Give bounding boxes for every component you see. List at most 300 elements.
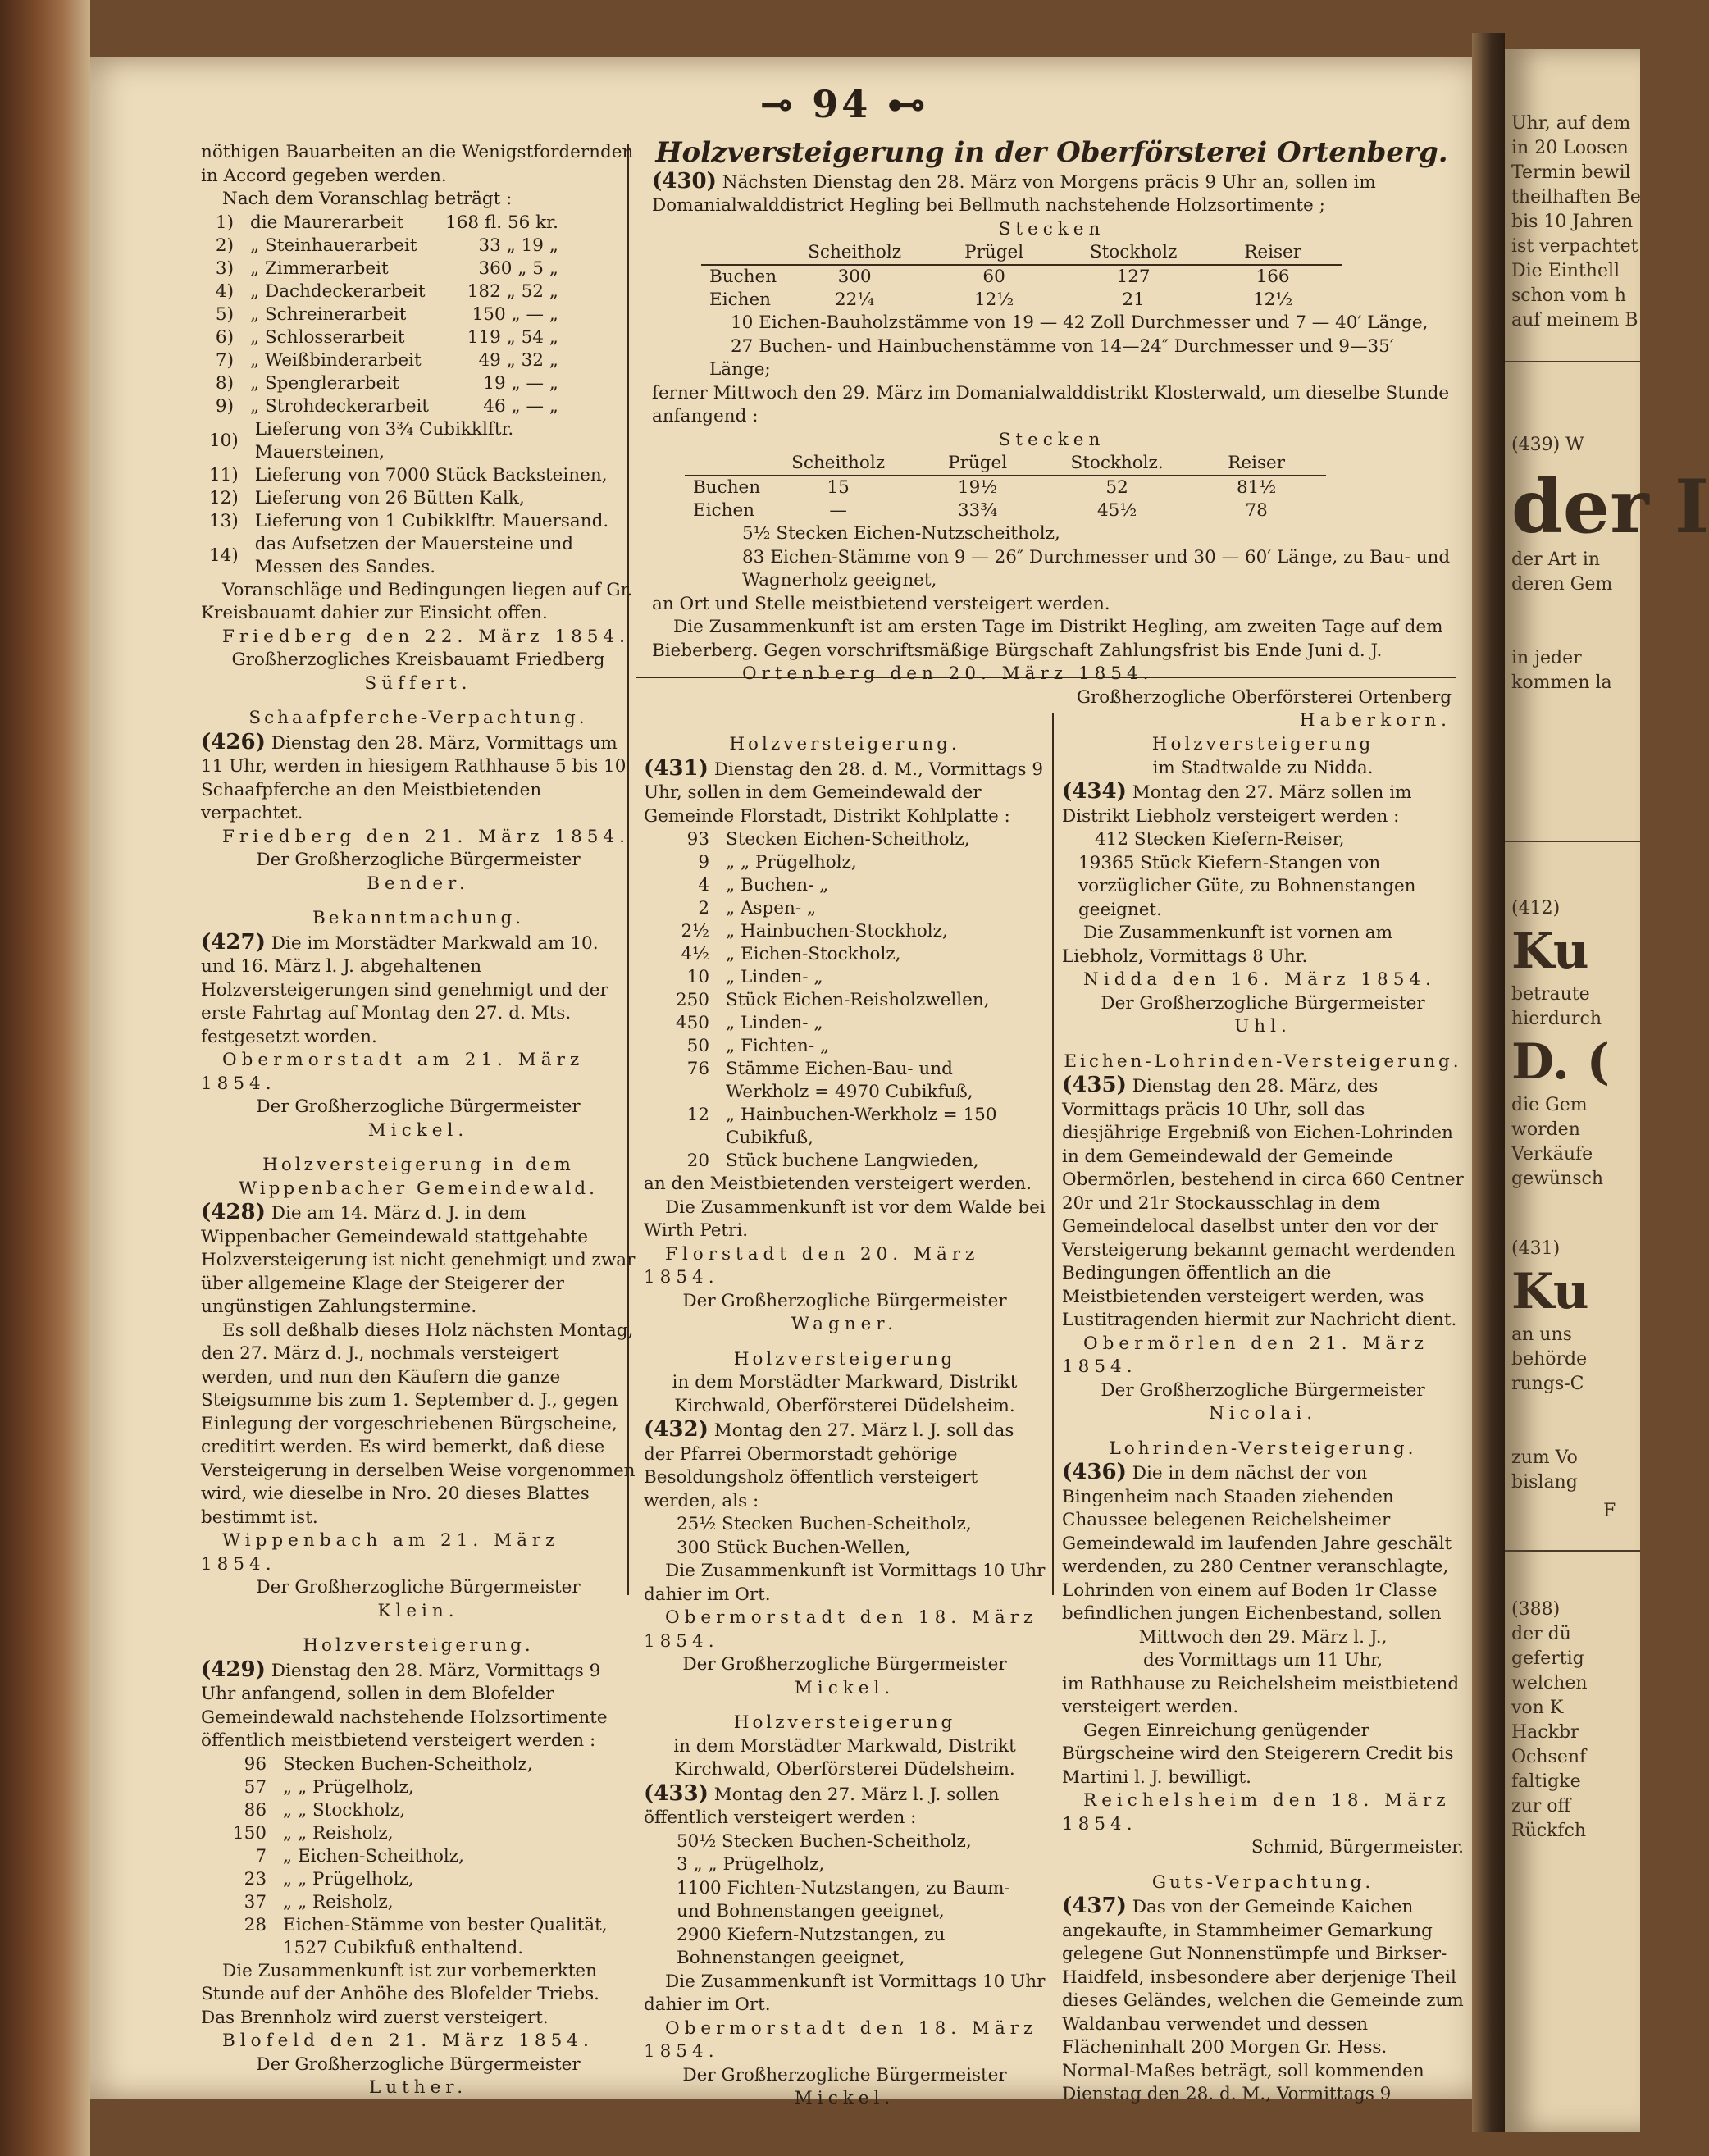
- item-quantity: 57: [244, 1776, 267, 1798]
- table-row: [701, 265, 1342, 289]
- notice-text: Montag den 27. März l. J. sollen öffentlich versteigert werden :: [644, 1784, 1000, 1828]
- list-item: [201, 1799, 636, 1822]
- authority: Der Großherzogliche Bürgermeister: [682, 2064, 1007, 2085]
- list-item: 412 Stecken Kiefern-Reiser,: [1095, 829, 1345, 850]
- item-description: „ Fichten- „: [726, 1036, 830, 1056]
- table-caption: Stecken: [998, 218, 1105, 239]
- cost-row: [201, 280, 567, 303]
- item-description: „ „ Reisholz,: [283, 1822, 394, 1844]
- supply-number: 13): [209, 510, 239, 531]
- fragment: auf meinem B: [1511, 310, 1638, 330]
- supply-row: [201, 487, 636, 510]
- signature: Bender.: [367, 873, 470, 894]
- list-item: [644, 851, 1046, 874]
- item-description: Stück Eichen-Reisholzwellen,: [726, 990, 990, 1010]
- fragment: behörde: [1511, 1349, 1588, 1370]
- table-cell: 78: [1245, 500, 1268, 521]
- notice-heading: Holzversteigerung in dem Wippenbacher Gemeindewald.: [239, 1155, 598, 1199]
- notice-text: Die Zusammenkunft ist zur vorbemerkten Stunde auf der Anhöhe des Blofelder Triebs. Das Brennholz wird zuerst versteigert.: [201, 1960, 599, 2028]
- cost-amount: 182 „ 52 „: [467, 280, 558, 302]
- cost-amount: 168 fl. 56 kr.: [445, 212, 558, 233]
- fragment: der dü: [1511, 1624, 1571, 1644]
- item-description: „ „ Stockholz,: [283, 1799, 406, 1821]
- list-item: 1100 Fichten-Nutzstangen, zu Baum- und Bohnenstangen geeignet,: [677, 1877, 1010, 1921]
- fragment: bislang: [1511, 1472, 1578, 1493]
- notice-text: Die Zusammenkunft ist Vormittags 10 Uhr dahier im Ort.: [644, 1561, 1046, 1605]
- notice-subheading: in dem Morstädter Markwald, Distrikt Kirchwald, Oberförsterei Düdelsheim.: [673, 1735, 1016, 1780]
- item-quantity: 150: [232, 1822, 267, 1844]
- supply-label: das Aufsetzen der Mauersteine und Messen des Sandes.: [254, 533, 574, 577]
- notice-text: Die Zusammenkunft ist vor dem Walde bei Wirth Petri.: [644, 1197, 1046, 1241]
- item-quantity: 50: [686, 1036, 709, 1056]
- fragment: theilhaften Be: [1511, 187, 1641, 207]
- wood-list: [201, 1753, 636, 1960]
- wood-table-hegling: [701, 241, 1342, 312]
- table-cell: 45½: [1097, 500, 1137, 521]
- item-description: „ Aspen- „: [726, 898, 817, 918]
- item-quantity: 12: [686, 1105, 709, 1125]
- item-description: „ Hainbuchen-Werkholz = 150 Cubikfuß,: [726, 1105, 997, 1148]
- cost-row: [201, 372, 567, 395]
- list-item: [644, 1012, 1046, 1035]
- cost-label: die Maurerarbeit: [250, 212, 404, 233]
- notice-number: (433): [644, 1780, 709, 1806]
- column-right: [1062, 722, 1464, 2107]
- table-header: [685, 452, 768, 476]
- book-gutter: [1472, 33, 1505, 2132]
- adjacent-page-fragment: [1505, 49, 1709, 2132]
- fragment: Hackbr: [1511, 1722, 1579, 1743]
- table-cell: 22¼: [835, 289, 875, 310]
- notice-number: (435): [1062, 1073, 1127, 1097]
- item-quantity: 9: [698, 852, 709, 873]
- authority: Großherzogliche Oberförsterei Ortenberg: [1076, 686, 1452, 708]
- item-description: „ Eichen-Scheitholz,: [283, 1845, 464, 1867]
- list-item: [644, 874, 1046, 897]
- cost-number: 4): [215, 280, 234, 302]
- list-item: [644, 920, 1046, 943]
- notice-number: (436): [1062, 1460, 1127, 1484]
- item-description: „ „ Prügelholz,: [283, 1868, 414, 1889]
- notice-heading: Lohrinden-Versteigerung.: [1109, 1438, 1417, 1459]
- supply-row: [201, 418, 636, 464]
- cost-list: [201, 212, 567, 418]
- notice-subheading: im Stadtwalde zu Nidda.: [1152, 757, 1374, 778]
- fragment: gefertig: [1511, 1648, 1584, 1669]
- cost-number: 5): [215, 303, 234, 325]
- fragment: die Gem: [1511, 1095, 1588, 1115]
- cost-amount: 19 „ — „: [483, 372, 558, 394]
- notice-heading: Holzversteigerung.: [303, 1635, 534, 1656]
- list-item: [201, 1891, 636, 1914]
- authority: Der Großherzogliche Bürgermeister: [682, 1290, 1007, 1311]
- notice-text: Dienstag den 28. März, Vormittags um 11 Uhr, werden in hiesigem Rathhause 5 bis 10 Schaafpferche an den Meistbietenden verpachtet.: [201, 732, 627, 823]
- table-cell: 166: [1256, 267, 1290, 287]
- item-description: „ „ Prügelholz,: [283, 1776, 414, 1798]
- notice-text: Dienstag den 28. März, des Vormittags präcis 10 Uhr, soll das diesjährige Ergebniß von Eichen-Lohrinden in dem Gemeindewald der Gemeinde Obermörlen, bestehend in circa 660 Centner 20r und 21r Stockausschlag in dem Gemeindelocal daselbst unter den vor der Versteigerung bekannt gemacht werdenden Bedingungen öffentlich an die Meistbietenden versteigert werden, was Lustitragenden hiermit zur Nachricht dient.: [1062, 1076, 1464, 1330]
- authority: Der Großherzogliche Bürgermeister: [256, 1096, 581, 1117]
- list-item: [644, 943, 1046, 966]
- item-description: „ „ Prügelholz,: [726, 852, 857, 873]
- table-header: Scheitholz: [768, 452, 908, 476]
- cost-number: 8): [215, 372, 234, 394]
- notice-time: des Vormittags um 11 Uhr,: [1142, 1650, 1383, 1671]
- item-description: „ Hainbuchen-Stockholz,: [726, 921, 948, 941]
- fragment: (439) W: [1511, 435, 1584, 455]
- item-description: Stecken Eichen-Scheitholz,: [726, 829, 970, 850]
- notice-text: 83 Eichen-Stämme von 9 — 26″ Durchmesser und 30 — 60′ Länge, zu Bau- und Wagnerholz geeignet,: [742, 546, 1451, 590]
- item-quantity: 250: [675, 990, 709, 1010]
- cost-label: „ Zimmerarbeit: [250, 258, 389, 279]
- list-item: [644, 828, 1046, 851]
- supply-row: [201, 510, 636, 533]
- place-date: Obermorstadt am 21. März 1854.: [201, 1050, 585, 1094]
- authority: Der Großherzogliche Bürgermeister: [682, 1654, 1007, 1675]
- notice-heading: Eichen-Lohrinden-Versteigerung.: [1064, 1051, 1462, 1072]
- notice-heading: Holzversteigerung: [733, 1712, 956, 1733]
- fragment: F: [1603, 1501, 1616, 1521]
- item-quantity: 28: [244, 1914, 267, 1935]
- fragment: von K: [1511, 1698, 1564, 1718]
- cost-row: [201, 349, 567, 372]
- notice-subheading: in dem Morstädter Markward, Distrikt Kirchwald, Oberförsterei Düdelsheim.: [672, 1372, 1018, 1416]
- row-label: Buchen: [693, 477, 761, 498]
- supply-number: 12): [209, 487, 239, 508]
- table-cell: 12½: [974, 289, 1014, 310]
- notice-heading: Schaafpferche-Verpachtung.: [248, 708, 588, 728]
- fragment: (388): [1511, 1599, 1561, 1620]
- notice-text: Es soll deßhalb dieses Holz nächsten Montag, den 27. März d. J., nochmals versteigert werden, und nun den Käufern die ganze Steigsumme bis zum 1. September d. J., gegen Einlegung der vorgeschriebenen Bürgscheine, creditirt werden. Es wird bemerkt, daß diese Versteigerung in derselben Weise vorgenommen wird, wie dieselbe in Nro. 20 dieses Blattes bestimmt ist.: [201, 1320, 636, 1528]
- item-description: Eichen-Stämme von bester Qualität, 1527 Cubikfuß enthaltend.: [283, 1914, 608, 1958]
- list-item: 3 „ „ Prügelholz,: [677, 1854, 825, 1875]
- notice-number: (431): [644, 755, 709, 781]
- notice-number: (429): [201, 1657, 266, 1682]
- item-description: „ Linden- „: [726, 967, 823, 987]
- item-quantity: 37: [244, 1891, 267, 1912]
- authority: Der Großherzogliche Bürgermeister: [1101, 992, 1425, 1014]
- cost-amount: 360 „ 5 „: [478, 258, 558, 279]
- table-header: Prügel: [908, 452, 1047, 476]
- cost-label: „ Schreinerarbeit: [250, 303, 407, 325]
- table-row: [685, 499, 1326, 522]
- cost-row: [201, 395, 567, 418]
- authority: Großherzogliches Kreisbauamt Friedberg: [231, 650, 605, 670]
- row-label: Buchen: [709, 267, 777, 287]
- table-header: Scheitholz: [785, 241, 924, 265]
- list-item: [644, 897, 1046, 920]
- cost-amount: 119 „ 54 „: [467, 326, 558, 348]
- fragment: (431): [1511, 1238, 1561, 1259]
- table-row: [685, 476, 1326, 499]
- notice-text: an den Meistbietenden versteigert werden.: [644, 1174, 1032, 1194]
- notice-text: Nächsten Dienstag den 28. März von Morgens präcis 9 Uhr an, sollen im Domanialwalddistrict Hegling bei Bellmuth nachstehende Holzsortimente ;: [652, 171, 1376, 216]
- notice-text: Die Zusammenkunft ist vornen am Liebholz, Vormittags 8 Uhr.: [1062, 923, 1393, 967]
- notice-text: Montag den 27. März sollen im Distrikt Liebholz versteigert werden :: [1062, 782, 1412, 827]
- column-left: [201, 141, 636, 2100]
- row-label: Eichen: [709, 289, 772, 310]
- table-cell: 300: [837, 267, 872, 287]
- fragment: Uhr, auf dem: [1511, 113, 1631, 134]
- fragment: schon vom h: [1511, 285, 1626, 306]
- notice-text: Die Zusammenkunft ist Vormittags 10 Uhr dahier im Ort.: [644, 1971, 1046, 2015]
- fragment: Ku: [1511, 1263, 1589, 1320]
- notice-number: (427): [201, 929, 266, 955]
- cost-number: 3): [215, 258, 234, 279]
- cost-amount: 33 „ 19 „: [478, 235, 558, 256]
- signature: Haberkorn.: [1299, 710, 1452, 731]
- table-caption: Stecken: [998, 429, 1105, 450]
- notice-heading: Holzversteigerung: [733, 1348, 956, 1370]
- notice-number: (434): [1062, 779, 1127, 804]
- authority: Der Großherzogliche Bürgermeister: [256, 850, 581, 870]
- notice-date: Mittwoch den 29. März l. J.,: [1138, 1626, 1388, 1648]
- fragment: gewünsch: [1511, 1169, 1604, 1189]
- list-item: 25½ Stecken Buchen-Scheitholz,: [677, 1514, 972, 1534]
- signature: Süffert.: [364, 672, 472, 694]
- notice-text: Die in dem nächst der von Bingenheim nach Staaden ziehenden Chaussee belegenen Reichelsheimer Gemeindewald im laufenden Jahre geschält werdenden, zu 280 Centner veranschlagte, Lohrinden von einem auf Boden 1r Classe befindlichen jungen Eichenbestand, sollen: [1062, 1463, 1452, 1624]
- item-description: „ „ Reisholz,: [283, 1891, 394, 1912]
- signature: Luther.: [368, 2077, 468, 2098]
- supply-label: Lieferung von 1 Cubikklftr. Mauersand.: [254, 510, 609, 531]
- cost-label: „ Spenglerarbeit: [250, 372, 399, 394]
- cost-number: 9): [215, 395, 234, 417]
- cost-amount: 46 „ — „: [483, 395, 558, 417]
- fragment: D. (: [1511, 1033, 1611, 1091]
- cost-row: [201, 235, 567, 258]
- table-header: [701, 241, 785, 265]
- notice-text: Nach dem Voranschlag beträgt :: [222, 189, 513, 209]
- cost-label: „ Weißbinderarbeit: [250, 349, 422, 371]
- notice-text: Dienstag den 28. d. M., Vormittags 9 Uhr, sollen in dem Gemeindewald der Gemeinde Florstadt, Distrikt Kohlplatte :: [644, 759, 1044, 827]
- page-number: ⊸ 94 ⊷: [760, 82, 929, 126]
- table-header: Reiser: [1203, 241, 1342, 265]
- cost-label: „ Dachdeckerarbeit: [250, 280, 426, 302]
- fragment: worden: [1511, 1119, 1580, 1140]
- signature: Uhl.: [1234, 1016, 1292, 1037]
- item-quantity: 76: [686, 1059, 709, 1079]
- fragment: Ochsenf: [1511, 1747, 1587, 1767]
- fragment: Verkäufe: [1511, 1144, 1593, 1165]
- supply-label: Lieferung von 7000 Stück Backsteinen,: [254, 464, 608, 485]
- table-header: Stockholz.: [1047, 452, 1187, 476]
- item-quantity: 23: [244, 1868, 267, 1889]
- notice-heading: Holzversteigerung in der Oberförsterei Ortenberg.: [655, 136, 1448, 169]
- supply-number: 10): [209, 430, 239, 451]
- item-quantity: 2: [698, 898, 709, 918]
- notice-number: (437): [1062, 1894, 1127, 1918]
- table-cell: 127: [1116, 267, 1151, 287]
- ornament-left-icon: ⊸: [760, 82, 813, 126]
- notice-number: (432): [644, 1417, 709, 1442]
- notice-text: ferner Mittwoch den 29. März im Domanialwalddistrikt Klosterwald, um dieselbe Stunde anfangend :: [652, 382, 1450, 426]
- authority: Der Großherzogliche Bürgermeister: [1101, 1379, 1425, 1401]
- table-header: Reiser: [1187, 452, 1326, 476]
- fragment: bis 10 Jahren: [1511, 212, 1634, 232]
- fragment: in jeder: [1511, 648, 1582, 668]
- supply-number: 14): [209, 545, 239, 566]
- signature: Mickel.: [367, 1119, 469, 1141]
- cost-label: „ Strohdeckerarbeit: [250, 395, 430, 417]
- place-date: Reichelsheim den 18. März 1854.: [1062, 1790, 1451, 1835]
- signature: Nicolai.: [1208, 1403, 1318, 1424]
- column-rule: [1052, 713, 1054, 1595]
- notice-text: an Ort und Stelle meistbietend versteigert werden.: [652, 593, 1110, 614]
- cost-row: [201, 258, 567, 280]
- notice-heading: Bekanntmachung.: [312, 908, 525, 928]
- fragment: faltigke: [1511, 1771, 1581, 1792]
- column-top-wide: [652, 136, 1452, 733]
- item-quantity: 4: [698, 875, 709, 896]
- item-description: „ Eichen-Stockholz,: [726, 944, 901, 964]
- table-cell: 21: [1122, 289, 1145, 310]
- notice-text: nöthigen Bauarbeiten an die Wenigstfordernden in Accord gegeben werden.: [201, 142, 634, 186]
- cost-amount: 49 „ 32 „: [478, 349, 558, 371]
- list-item: 300 Stück Buchen-Wellen,: [677, 1537, 911, 1558]
- cost-number: 1): [215, 212, 234, 233]
- place-date: Nidda den 16. März 1854.: [1083, 969, 1436, 990]
- fragment: zum Vo: [1511, 1447, 1578, 1468]
- list-item: 2900 Kiefern-Nutzstangen, zu Bohnenstangen geeignet,: [677, 1924, 946, 1968]
- fragment: Termin bewil: [1511, 162, 1631, 183]
- notice-number: (428): [201, 1200, 266, 1224]
- fragment: rungs-C: [1511, 1374, 1584, 1394]
- fragment: betraute: [1511, 984, 1590, 1005]
- signature: Schmid, Bürgermeister.: [1251, 1837, 1464, 1857]
- table-header: Stockholz: [1064, 241, 1203, 265]
- supply-row: [201, 533, 636, 579]
- fragment: zur off: [1511, 1796, 1571, 1816]
- cost-row: [201, 212, 567, 235]
- table-cell: 52: [1105, 477, 1128, 498]
- wood-table-klosterwald: [685, 452, 1326, 522]
- fragment: deren Gem: [1511, 574, 1613, 595]
- notice-text: Die Zusammenkunft ist am ersten Tage im Distrikt Hegling, am zweiten Tage auf dem Bieberberg. Gegen vorschriftsmäßige Bürgschaft Zahlungsfrist bis Ende Juni d. J.: [652, 617, 1443, 661]
- item-quantity: 2½: [681, 921, 709, 941]
- authority: Der Großherzogliche Bürgermeister: [256, 2053, 581, 2075]
- signature: Wagner.: [791, 1314, 899, 1334]
- table-cell: —: [829, 500, 847, 521]
- list-item: [644, 966, 1046, 989]
- list-item: [201, 1914, 636, 1960]
- notice-heading: Holzversteigerung.: [729, 734, 960, 754]
- wood-list: [644, 828, 1046, 1173]
- fragment: welchen: [1511, 1673, 1588, 1693]
- place-date: Blofeld den 21. März 1854.: [222, 2031, 594, 2051]
- cost-number: 7): [215, 349, 234, 371]
- notice-text: 27 Buchen- und Hainbuchenstämme von 14—24″ Durchmesser und 9—35′ Länge;: [709, 335, 1394, 380]
- notice-number: (426): [201, 729, 266, 754]
- notice-text: Die am 14. März d. J. in dem Wippenbacher Gemeindewald stattgehabte Holzversteigerung ist nicht genehmigt und zwar über allgemeine Klage der Steigerer der ungünstigen Zahlungstermine.: [201, 1203, 636, 1317]
- place-date: Friedberg den 22. März 1854.: [222, 626, 630, 647]
- notice-number: (430): [652, 168, 717, 194]
- list-item: [201, 1776, 636, 1799]
- place-date: Friedberg den 21. März 1854.: [222, 826, 630, 847]
- list-item: [201, 1753, 636, 1776]
- cost-row: [201, 326, 567, 349]
- cost-amount: 150 „ — „: [472, 303, 558, 325]
- place-date: Ortenberg den 20. März 1854.: [742, 663, 1154, 684]
- list-item: [201, 1822, 636, 1845]
- table-cell: 15: [827, 477, 850, 498]
- place-date: Wippenbach am 21. März 1854.: [201, 1530, 560, 1575]
- item-quantity: 96: [244, 1753, 267, 1775]
- notice-text: im Rathhause zu Reichelsheim meistbietend versteigert werden.: [1062, 1673, 1460, 1717]
- place-date: Florstadt den 20. März 1854.: [644, 1243, 980, 1288]
- notice-text: Voranschläge und Bedingungen liegen auf Gr. Kreisbauamt dahier zur Einsicht offen.: [201, 579, 633, 623]
- list-item: [644, 1150, 1046, 1173]
- list-item: [644, 1035, 1046, 1058]
- fragment: (412): [1511, 898, 1561, 918]
- item-quantity: 93: [686, 829, 709, 850]
- cost-label: „ Schlosserarbeit: [250, 326, 405, 348]
- item-description: Stecken Buchen-Scheitholz,: [283, 1753, 533, 1775]
- signature: Klein.: [377, 1600, 459, 1621]
- cost-row: [201, 303, 567, 326]
- supply-number: 11): [209, 464, 239, 485]
- list-item: 50½ Stecken Buchen-Scheitholz,: [677, 1830, 972, 1852]
- table-cell: 12½: [1253, 289, 1293, 310]
- table-cell: 33¾: [958, 500, 998, 521]
- item-quantity: 7: [255, 1845, 267, 1867]
- item-quantity: 86: [244, 1799, 267, 1821]
- table-cell: 81½: [1237, 477, 1277, 498]
- item-quantity: 4½: [681, 944, 709, 964]
- supply-label: Lieferung von 26 Bütten Kalk,: [254, 487, 525, 508]
- fragment: hierdurch: [1511, 1009, 1602, 1029]
- fragment: ist verpachtet: [1511, 236, 1638, 257]
- list-item: [644, 1058, 1046, 1104]
- place-date: Obermorstadt den 18. März 1854.: [644, 2017, 1038, 2062]
- notice-heading: Guts-Verpachtung.: [1151, 1871, 1374, 1893]
- item-description: „ Buchen- „: [726, 875, 829, 896]
- list-item: [201, 1845, 636, 1868]
- fragment: Die Einthell: [1511, 261, 1620, 281]
- fragment: der I: [1511, 463, 1709, 550]
- notice-text: Montag den 27. März l. J. soll das der Pfarrei Obermorstadt gehörige Besoldungsholz öffentlich versteigert werden, als :: [644, 1420, 1014, 1511]
- supply-label: Lieferung von 3¾ Cubikklftr. Mauersteinen,: [254, 418, 514, 463]
- list-item: [644, 989, 1046, 1012]
- table-row: [701, 289, 1342, 312]
- supply-list: [201, 418, 636, 579]
- cost-number: 2): [215, 235, 234, 256]
- signature: Mickel.: [794, 2088, 896, 2108]
- list-item: [644, 1104, 1046, 1150]
- fragment: kommen la: [1511, 672, 1612, 693]
- notice-text: 10 Eichen-Bauholzstämme von 19 — 42 Zoll Durchmesser und 7 — 40′ Länge,: [731, 312, 1429, 333]
- list-item: [201, 1868, 636, 1891]
- notice-text: Gegen Einreichung genügender Bürgscheine wird den Steigerern Credit bis Martini l. J. bewilligt.: [1062, 1720, 1454, 1788]
- ornament-right-icon: ⊷: [871, 82, 929, 126]
- column-middle: [644, 722, 1046, 2111]
- cost-label: „ Steinhauerarbeit: [250, 235, 417, 256]
- notice-heading: Holzversteigerung: [1151, 734, 1374, 754]
- signature: Mickel.: [794, 1677, 896, 1698]
- item-quantity: 20: [686, 1151, 709, 1171]
- item-description: Stämme Eichen-Bau- und Werkholz = 4970 Cubikfuß,: [726, 1059, 973, 1102]
- notice-text: 5½ Stecken Eichen-Nutzscheitholz,: [742, 523, 1060, 544]
- row-label: Eichen: [693, 500, 755, 521]
- cost-number: 6): [215, 326, 234, 348]
- fragment: Rückfch: [1511, 1821, 1587, 1841]
- item-description: „ Linden- „: [726, 1013, 823, 1033]
- item-quantity: 10: [686, 967, 709, 987]
- book-spine: [0, 0, 90, 2156]
- table-cell: 60: [982, 267, 1005, 287]
- place-date: Obermorstadt den 18. März 1854.: [644, 1607, 1038, 1652]
- supply-row: [201, 464, 636, 487]
- notice-text: Dienstag den 28. März, Vormittags 9 Uhr anfangend, sollen in dem Blofelder Gemeindewald nachstehende Holzsortimente öffentlich meistbietend versteigert werden :: [201, 1660, 608, 1751]
- list-item: 19365 Stück Kiefern-Stangen von vorzüglicher Güte, zu Bohnenstangen geeignet.: [1078, 852, 1416, 920]
